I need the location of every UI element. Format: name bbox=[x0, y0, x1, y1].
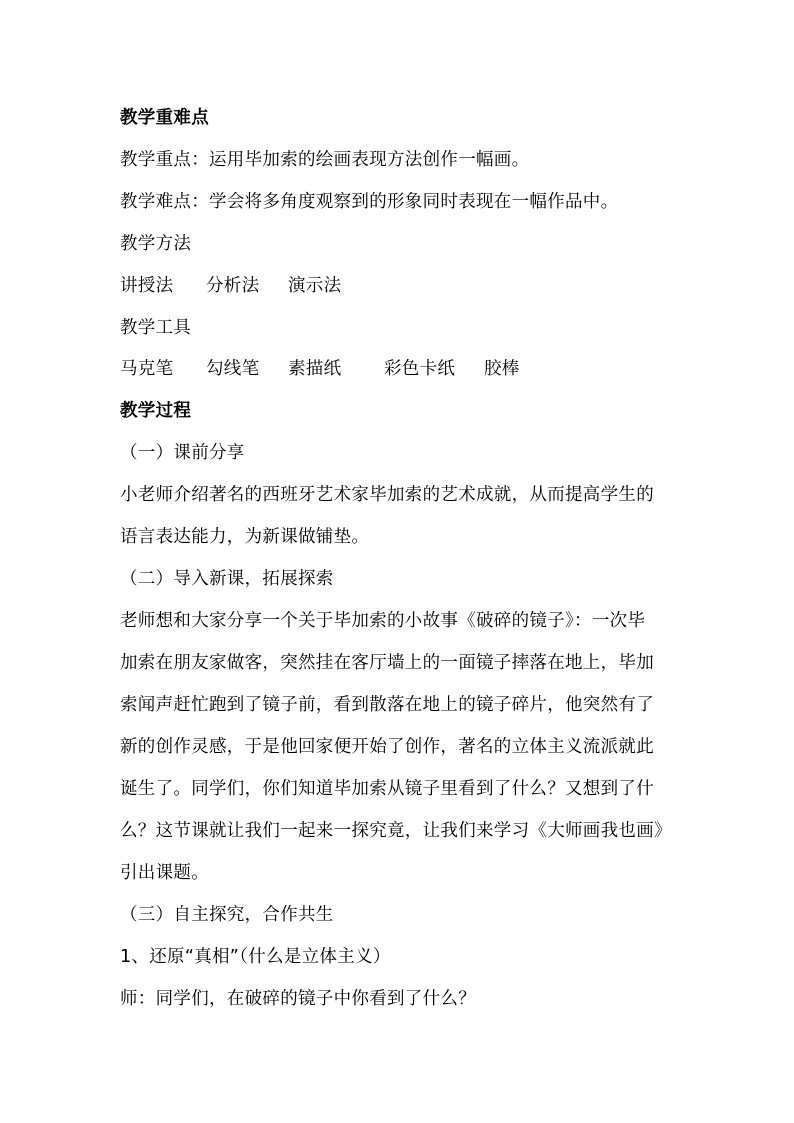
tool-item: 马克笔 bbox=[120, 359, 174, 379]
paragraph-line: 小老师介绍著名的西班牙艺术家毕加索的艺术成就，从而提高学生的 bbox=[120, 485, 654, 505]
method-item: 讲授法 bbox=[120, 276, 174, 296]
tool-item: 素描纸 bbox=[288, 359, 342, 379]
heading-methods: 教学方法 bbox=[120, 234, 192, 254]
heading-process: 教学过程 bbox=[120, 401, 192, 421]
sub1-title: 1、还原“真相”（什么是立体主义） bbox=[120, 947, 391, 967]
tools-list bbox=[120, 358, 520, 380]
paragraph-line: 引出课题。 bbox=[120, 863, 209, 883]
part1-title: （一）课前分享 bbox=[120, 443, 245, 463]
paragraph-line: 新的创作灵感，于是他回家便开始了创作，著名的立体主义流派就此 bbox=[120, 737, 654, 757]
teacher-line: 师：同学们，在破碎的镜子中你看到了什么？ bbox=[120, 989, 476, 1009]
tool-item: 彩色卡纸 bbox=[384, 359, 456, 379]
paragraph-line: 语言表达能力，为新课做铺垫。 bbox=[120, 527, 370, 547]
method-item: 演示法 bbox=[288, 276, 342, 296]
heading-key-points: 教学重难点 bbox=[120, 108, 209, 128]
paragraph-line: 老师想和大家分享一个关于毕加索的小故事《破碎的镜子》：一次毕 bbox=[120, 611, 646, 631]
paragraph-line: 索闻声赶忙跑到了镜子前，看到散落在地上的镜子碎片，他突然有了 bbox=[120, 695, 654, 715]
paragraph-line: 么？这节课就让我们一起来一探究竟，让我们来学习《大师画我也画》 bbox=[120, 821, 672, 841]
tool-item: 胶棒 bbox=[484, 359, 520, 379]
key-point-text: 教学重点：运用毕加索的绘画表现方法创作一幅画。 bbox=[120, 150, 530, 170]
heading-tools: 教学工具 bbox=[120, 318, 192, 338]
methods-list bbox=[120, 275, 341, 297]
part2-title: （二）导入新课，拓展探索 bbox=[120, 569, 334, 589]
tool-item: 勾线笔 bbox=[206, 359, 260, 379]
paragraph-line: 诞生了。同学们，你们知道毕加索从镜子里看到了什么？又想到了什 bbox=[120, 779, 654, 799]
method-item: 分析法 bbox=[206, 276, 260, 296]
paragraph-line: 加索在朋友家做客，突然挂在客厅墙上的一面镜子摔落在地上，毕加 bbox=[120, 653, 654, 673]
difficult-point-text: 教学难点：学会将多角度观察到的形象同时表现在一幅作品中。 bbox=[120, 192, 619, 212]
part3-title: （三）自主探究，合作共生 bbox=[120, 905, 334, 925]
